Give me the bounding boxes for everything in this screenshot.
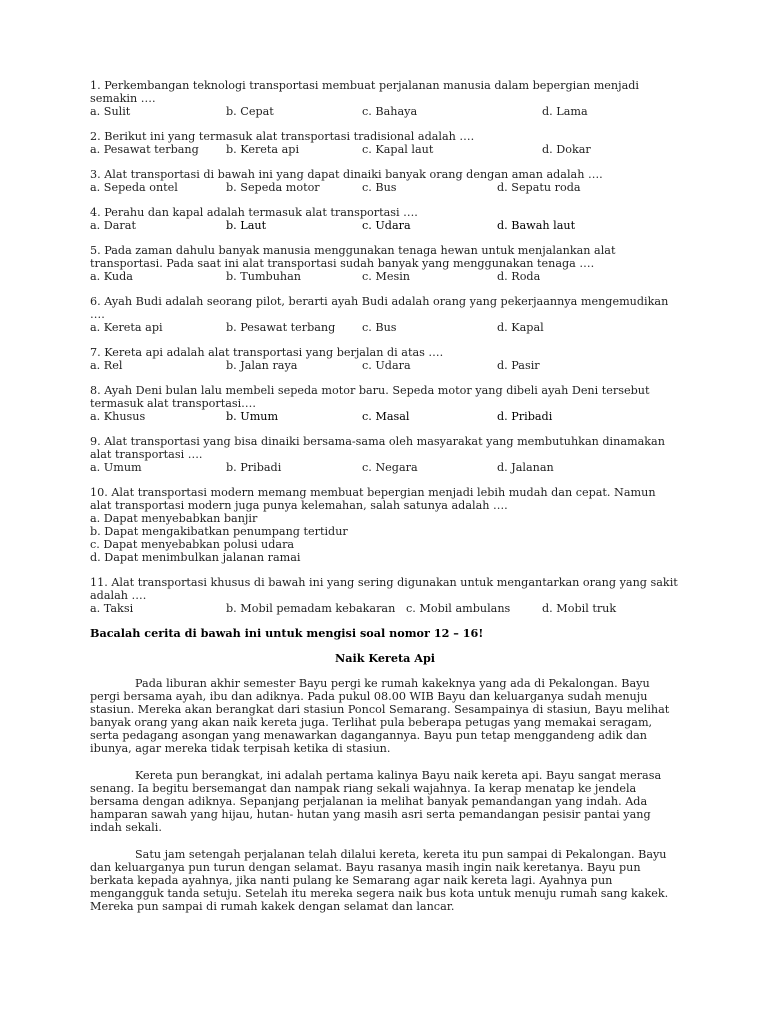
option-b: b. Jalan raya (226, 359, 298, 372)
story-paragraph: Pada liburan akhir semester Bayu pergi ke rumah kakeknya yang ada di Pekalongan. Bayu pergi bersama ayah, ibu dan adiknya. Pada pukul 08.00 WIB Bayu dan keluarganya sudah menuju stasiun. Mereka akan berangkat dari stasiun Poncol Semarang. Sesampainya di stasiun, Bayu melihat banyak orang yang akan naik kereta juga. Terlihat pula beberapa petugas yang memakai seragam, serta pedagang asongan yang menawarkan dagangannya. Bayu pun tetap menggandeng adik dan ibunya, agar mereka tidak terpisah ketika di stasiun. (90, 677, 670, 755)
question-text: 10. Alat transportasi modern memang membuat bepergian menjadi lebih mudah dan cepat. Namun alat transportasi modern juga punya kelemahan, salah satunya adalah …. (90, 486, 656, 512)
options-row (90, 219, 680, 232)
option-a: a. Darat (90, 219, 136, 232)
question-10 (90, 486, 680, 564)
option-b: b. Dapat mengakibatkan penumpang tertidur (90, 525, 348, 538)
story-paragraph: Kereta pun berangkat, ini adalah pertama kalinya Bayu naik kereta api. Bayu sangat merasa senang. Ia begitu bersemangat dan nampak riang sekali wajahnya. Ia kerap menatap ke jendela bersama dengan adiknya. Sepanjang perjalanan ia melihat banyak pemandangan yang indah. Ada hamparan sawah yang hijau, hutan- hutan yang masih asri serta pemandangan pesisir pantai yang indah sekali. (90, 769, 662, 834)
option-b: b. Pribadi (226, 461, 282, 474)
question-text: 7. Kereta api adalah alat transportasi yang berjalan di atas …. (90, 346, 444, 359)
question-text: 8. Ayah Deni bulan lalu membeli sepeda motor baru. Sepeda motor yang dibeli ayah Deni tersebut termasuk alat transportasi…. (90, 384, 650, 410)
option-c: c. Bus (362, 321, 397, 334)
option-a: a. Kuda (90, 270, 133, 283)
option-a: a. Pesawat terbang (90, 143, 199, 156)
option-c: c. Masal (362, 410, 410, 423)
option-b: b. Kereta api (226, 143, 300, 156)
option-c: c. Udara (362, 359, 411, 372)
options-row (90, 143, 680, 156)
worksheet (90, 79, 680, 927)
option-d: d. Dapat menimbulkan jalanan ramai (90, 551, 301, 564)
option-d: d. Dokar (542, 143, 591, 156)
question-2 (90, 130, 680, 156)
question-5 (90, 244, 680, 283)
question-text: 1. Perkembangan teknologi transportasi membuat perjalanan manusia dalam bepergian menjadi semakin …. (90, 79, 640, 105)
option-d: d. Lama (542, 105, 588, 118)
option-a: a. Dapat menyebabkan banjir (90, 512, 258, 525)
options-row (90, 270, 680, 283)
option-a: a. Khusus (90, 410, 146, 423)
story-paragraph: Satu jam setengah perjalanan telah dilalui kereta, kereta itu pun sampai di Pekalongan. Bayu dan keluarganya pun turun dengan selamat. Bayu rasanya masih ingin naik keretanya. Bayu pun berkata kepada ayahnya, jika nanti pulang ke Semarang agar naik kereta lagi. Ayahnya pun mengangguk tanda setuju. Setelah itu mereka segera naik bus kota untuk menuju rumah sang kakek. Mereka pun sampai di rumah kakek dengan selamat dan lancar. (90, 848, 669, 913)
option-d: d. Pribadi (497, 410, 553, 423)
question-text: 9. Alat transportasi yang bisa dinaiki bersama-sama oleh masyarakat yang membutuhkan dinamakan alat transportasi …. (90, 435, 665, 461)
option-a: a. Taksi (90, 602, 134, 615)
question-text: 4. Perahu dan kapal adalah termasuk alat transportasi …. (90, 206, 418, 219)
option-b: b. Tumbuhan (226, 270, 301, 283)
story-title: Naik Kereta Api (334, 651, 436, 665)
option-d: d. Bawah laut (497, 219, 576, 232)
options-row (90, 321, 680, 334)
question-text: 6. Ayah Budi adalah seorang pilot, berarti ayah Budi adalah orang yang pekerjaannya mengemudikan …. (90, 295, 669, 321)
options-list (90, 512, 680, 564)
question-1 (90, 79, 680, 118)
option-b: b. Pesawat terbang (226, 321, 336, 334)
option-b: b. Sepeda motor (226, 181, 320, 194)
option-c: c. Udara (362, 219, 411, 232)
option-d: d. Pasir (497, 359, 540, 372)
question-11 (90, 576, 680, 615)
question-7 (90, 346, 680, 372)
option-c: c. Mesin (362, 270, 410, 283)
question-6 (90, 295, 680, 334)
options-row (90, 410, 680, 423)
question-text: 5. Pada zaman dahulu banyak manusia menggunakan tenaga hewan untuk menjalankan alat transportasi. Pada saat ini alat transportasi sudah banyak yang menggunakan tenaga …. (90, 244, 616, 270)
option-a: a. Rel (90, 359, 123, 372)
option-b: b. Mobil pemadam kebakaran (226, 602, 396, 615)
option-c: c. Bus (362, 181, 397, 194)
option-b: b. Umum (226, 410, 279, 423)
question-4 (90, 206, 680, 232)
option-b: b. Laut (226, 219, 267, 232)
options-row (90, 105, 680, 118)
option-d: d. Mobil truk (542, 602, 617, 615)
option-a: a. Umum (90, 461, 142, 474)
option-d: d. Roda (497, 270, 541, 283)
options-row (90, 602, 680, 615)
options-row (90, 181, 680, 194)
option-c: c. Bahaya (362, 105, 418, 118)
option-d: d. Sepatu roda (497, 181, 581, 194)
question-text: 11. Alat transportasi khusus di bawah ini yang sering digunakan untuk mengantarkan orang yang sakit adalah …. (90, 576, 678, 602)
option-c: c. Negara (362, 461, 418, 474)
reading-instruction: Bacalah cerita di bawah ini untuk mengisi soal nomor 12 – 16! (90, 626, 484, 640)
options-row (90, 461, 680, 474)
option-c: c. Mobil ambulans (406, 602, 511, 615)
option-a: a. Sepeda ontel (90, 181, 178, 194)
option-c: c. Dapat menyebabkan polusi udara (90, 538, 295, 551)
options-row (90, 359, 680, 372)
question-text: 2. Berikut ini yang termasuk alat transportasi tradisional adalah …. (90, 130, 475, 143)
option-a: a. Sulit (90, 105, 131, 118)
question-text: 3. Alat transportasi di bawah ini yang dapat dinaiki banyak orang dengan aman adalah …. (90, 168, 603, 181)
option-b: b. Cepat (226, 105, 274, 118)
question-8 (90, 384, 680, 423)
option-d: d. Kapal (497, 321, 544, 334)
question-9 (90, 435, 680, 474)
option-d: d. Jalanan (497, 461, 554, 474)
question-3 (90, 168, 680, 194)
option-a: a. Kereta api (90, 321, 163, 334)
option-c: c. Kapal laut (362, 143, 434, 156)
